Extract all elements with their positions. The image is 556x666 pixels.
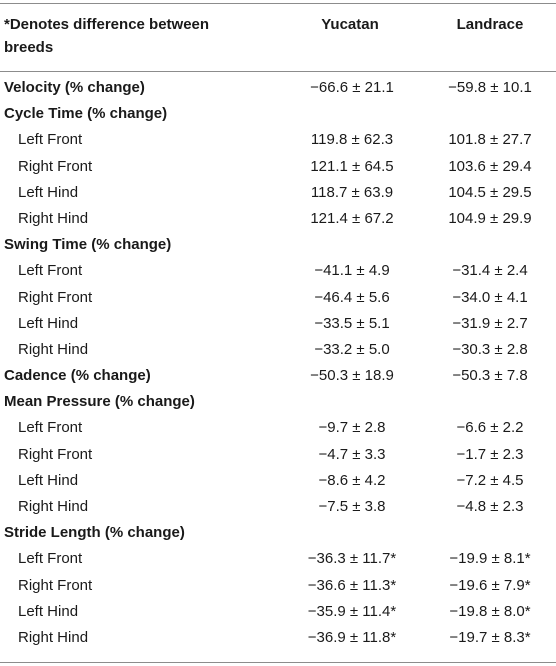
yucatan-value: −36.6 ± 11.3* (307, 576, 397, 594)
landrace-value: −4.8 ± 2.3 (456, 498, 524, 515)
yucatan-value: −8.6 ± 4.2 (318, 471, 386, 489)
landrace-value: −31.9 ± 2.7 (452, 314, 528, 332)
header-landrace: Landrace (456, 16, 524, 33)
table-row (0, 337, 556, 363)
table-row (0, 546, 556, 572)
landrace-value: −30.3 ± 2.8 (452, 340, 528, 358)
landrace-value: 104.5 ± 29.5 (448, 183, 532, 201)
landrace-value: −59.8 ± 10.1 (448, 79, 532, 96)
row-label: Cadence (% change) (4, 367, 151, 385)
header-note: *Denotes difference between breeds (4, 16, 210, 56)
row-label: Left Front (18, 419, 83, 437)
row-label: Left Hind (18, 314, 79, 332)
landrace-value: 104.9 ± 29.9 (448, 209, 532, 227)
row-label: Right Hind (18, 628, 89, 646)
row-label: Right Front (18, 288, 93, 306)
row-label: Right Front (18, 576, 93, 594)
table-row (0, 625, 556, 651)
table-row (0, 285, 556, 311)
yucatan-value: −36.3 ± 11.7* (307, 550, 397, 568)
table-row (0, 311, 556, 337)
table-row (0, 154, 556, 180)
landrace-value: −34.0 ± 4.1 (452, 288, 528, 306)
landrace-value: −19.6 ± 7.9* (449, 576, 531, 594)
row-label: Left Hind (18, 602, 79, 620)
row-label: Left Hind (18, 183, 79, 201)
yucatan-value: 121.1 ± 64.5 (310, 157, 394, 175)
table-row (0, 573, 556, 599)
row-label: Stride Length (% change) (4, 524, 185, 542)
row-label: Velocity (% change) (4, 79, 145, 96)
landrace-value: −19.7 ± 8.3* (449, 628, 531, 646)
table-row (0, 258, 556, 284)
table-row (0, 127, 556, 153)
landrace-value: −1.7 ± 2.3 (456, 445, 524, 463)
landrace-value: 101.8 ± 27.7 (448, 131, 532, 149)
landrace-value: −19.9 ± 8.1* (449, 550, 531, 568)
row-label: Left Front (18, 550, 83, 568)
table-header-rule (0, 71, 556, 72)
row-label: Left Front (18, 262, 83, 280)
yucatan-value: −9.7 ± 2.8 (318, 419, 386, 437)
landrace-value: −50.3 ± 7.8 (452, 367, 528, 385)
yucatan-value: −33.2 ± 5.0 (314, 340, 390, 358)
yucatan-value: −46.4 ± 5.6 (314, 288, 390, 306)
row-label: Cycle Time (% change) (4, 105, 168, 123)
landrace-value: −31.4 ± 2.4 (452, 262, 528, 280)
yucatan-value: 121.4 ± 67.2 (310, 209, 394, 227)
table-row (0, 494, 556, 520)
landrace-value: 103.6 ± 29.4 (448, 157, 532, 175)
table-section-row (0, 232, 556, 258)
table-section-row (0, 101, 556, 127)
table-row (0, 468, 556, 494)
table-section-row (0, 363, 556, 389)
header-yucatan: Yucatan (321, 16, 379, 33)
table-section-row (0, 75, 556, 101)
yucatan-value: −7.5 ± 3.8 (318, 498, 386, 515)
table-section-row (0, 389, 556, 415)
landrace-value: −19.8 ± 8.0* (449, 602, 531, 620)
table-bottom-rule (0, 662, 556, 663)
row-label: Left Hind (18, 471, 79, 489)
yucatan-value: −33.5 ± 5.1 (314, 314, 390, 332)
yucatan-value: −36.9 ± 11.8* (307, 628, 397, 646)
table-row (0, 599, 556, 625)
table-header (0, 3, 556, 71)
table-row (0, 180, 556, 206)
row-label: Right Hind (18, 340, 89, 358)
yucatan-value: 119.8 ± 62.3 (310, 131, 394, 149)
yucatan-value: −50.3 ± 18.9 (310, 367, 394, 385)
yucatan-value: 118.7 ± 63.9 (310, 183, 394, 201)
table-section-row (0, 520, 556, 546)
table-row (0, 415, 556, 441)
table-body (0, 75, 556, 651)
row-label: Mean Pressure (% change) (4, 393, 195, 411)
table-row (0, 206, 556, 232)
row-label: Right Front (18, 157, 93, 175)
row-label: Swing Time (% change) (4, 236, 172, 254)
table-row (0, 442, 556, 468)
yucatan-value: −4.7 ± 3.3 (318, 445, 386, 463)
row-label: Right Hind (18, 209, 89, 227)
yucatan-value: −66.6 ± 21.1 (310, 79, 394, 96)
landrace-value: −7.2 ± 4.5 (456, 471, 524, 489)
row-label: Left Front (18, 131, 83, 149)
row-label: Right Hind (18, 498, 89, 515)
yucatan-value: −41.1 ± 4.9 (314, 262, 390, 280)
landrace-value: −6.6 ± 2.2 (456, 419, 524, 437)
yucatan-value: −35.9 ± 11.4* (307, 602, 397, 620)
row-label: Right Front (18, 445, 93, 463)
